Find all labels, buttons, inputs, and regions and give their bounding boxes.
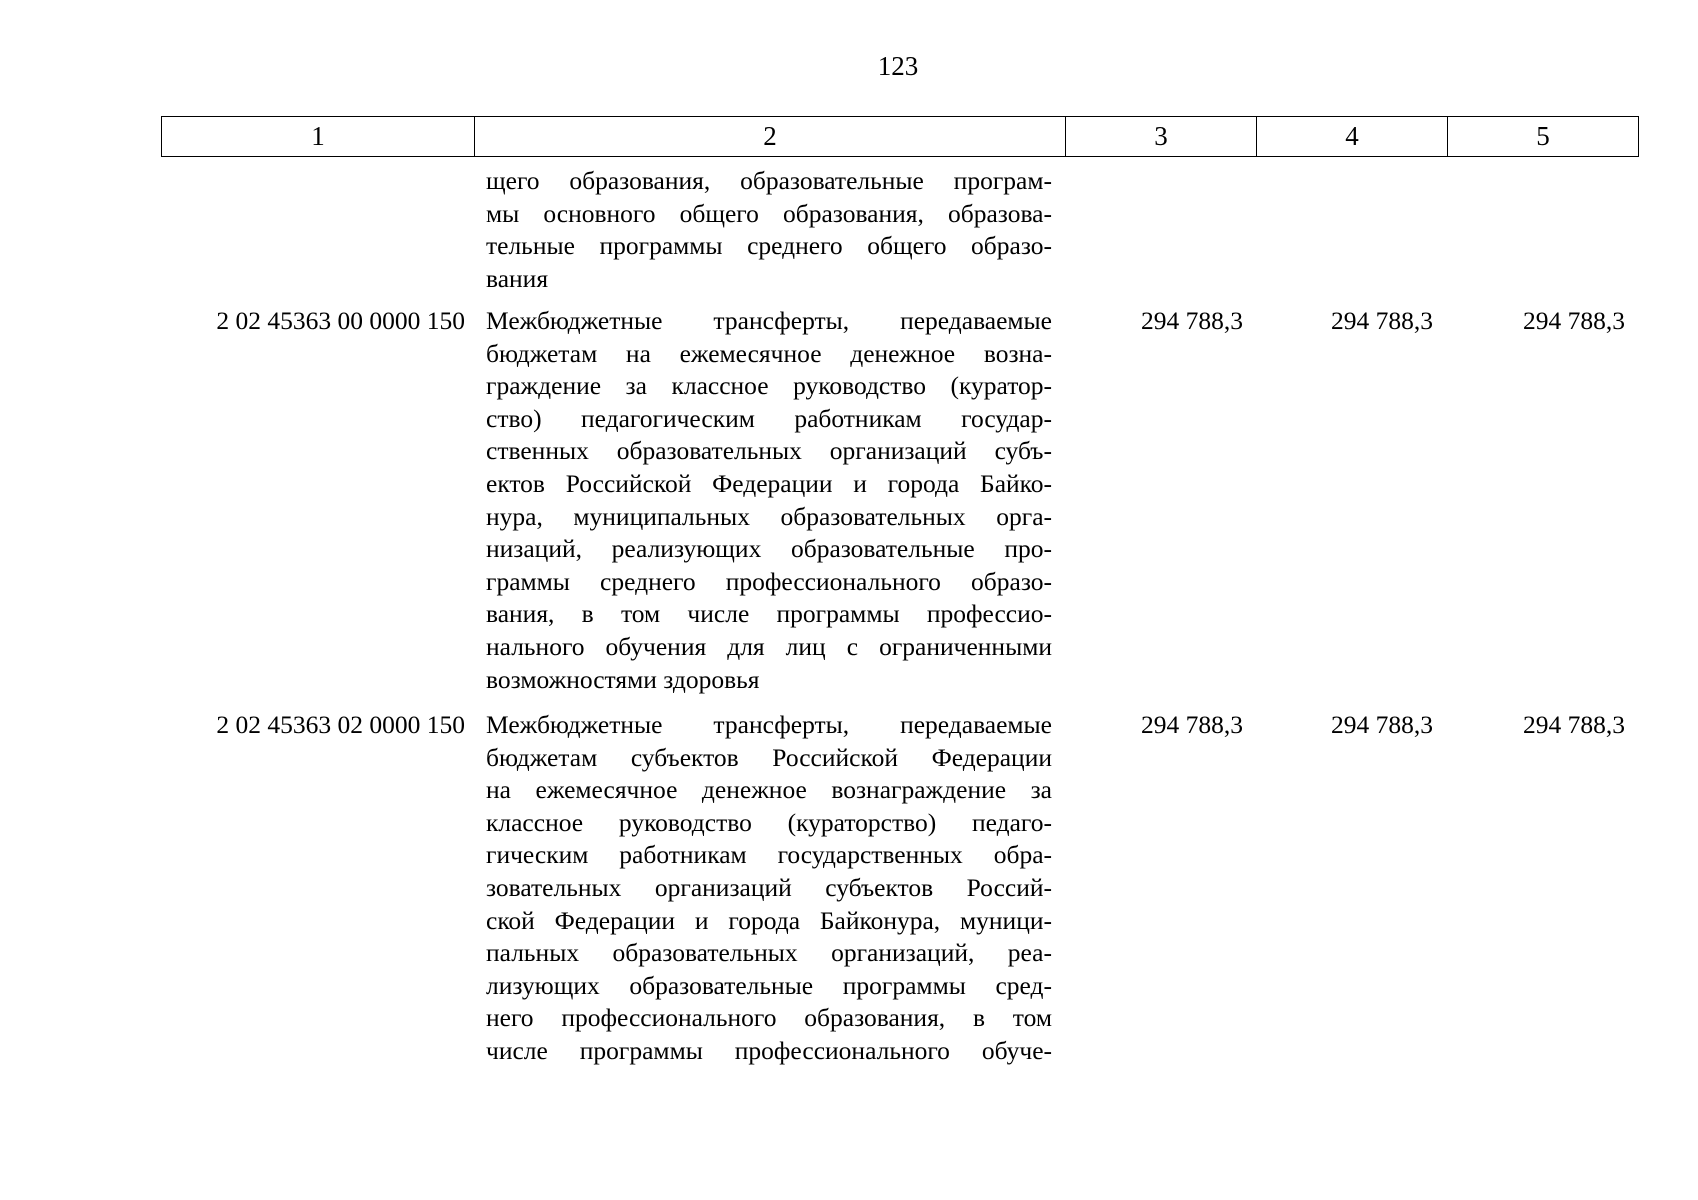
row-value-col-3: 294 788,3 <box>1141 306 1243 335</box>
description-line: зовательных организаций субъектов Россий- <box>486 872 1052 902</box>
description-line: бюджетам на ежемесячное денежное возна- <box>486 338 1052 368</box>
description-line: граждение за классное руководство (куратор- <box>486 371 1052 401</box>
header-col-1: 1 <box>162 117 475 157</box>
description-line: ственных образовательных организаций субъ- <box>486 436 1052 466</box>
row-description <box>486 165 1052 295</box>
header-col-2: 2 <box>475 117 1066 157</box>
description-line: ектов Российской Федерации и города Байко- <box>486 468 1052 498</box>
description-line: нура, муниципальных образовательных орга- <box>486 501 1052 531</box>
description-line: лизующих образовательные программы сред- <box>486 970 1052 1000</box>
row-value-col-4: 294 788,3 <box>1331 306 1433 335</box>
row-code: 2 02 45363 00 0000 150 <box>216 306 465 335</box>
description-line: низаций, реализующих образовательные про- <box>486 534 1052 564</box>
description-line: ство) педагогическим работникам государ- <box>486 403 1052 433</box>
row-code: 2 02 45363 02 0000 150 <box>216 710 465 739</box>
description-line: пальных образовательных организаций, реа- <box>486 938 1052 968</box>
description-line: на ежемесячное денежное вознаграждение за <box>486 775 1052 805</box>
description-line: него профессионального образования, в том <box>486 1003 1052 1033</box>
description-line: тельные программы среднего общего образо- <box>486 231 1052 261</box>
description-line: классное руководство (кураторство) педаго- <box>486 807 1052 837</box>
page-number: 123 <box>877 51 919 81</box>
description-line: гическим работникам государственных обра- <box>486 840 1052 870</box>
description-line: возможностями здоровья <box>486 664 760 694</box>
row-description <box>486 305 1052 696</box>
header-col-3: 3 <box>1066 117 1257 157</box>
description-line: щего образования, образовательные програм- <box>486 166 1052 195</box>
row-value-col-4: 294 788,3 <box>1331 710 1433 739</box>
description-line: нального обучения для лиц с ограниченными <box>486 631 1052 661</box>
row-value-col-5: 294 788,3 <box>1523 710 1625 739</box>
header-col-5: 5 <box>1448 117 1639 157</box>
description-line: бюджетам субъектов Российской Федерации <box>486 742 1052 772</box>
description-line: граммы среднего профессионального образо- <box>486 566 1052 596</box>
row-value-col-3: 294 788,3 <box>1141 710 1243 739</box>
description-line: мы основного общего образования, образова- <box>486 198 1052 228</box>
description-line: ской Федерации и города Байконура, муници- <box>486 905 1052 935</box>
description-line: числе программы профессионального обуче- <box>486 1035 1052 1065</box>
header-col-4: 4 <box>1257 117 1448 157</box>
description-line: Межбюджетные трансферты, передаваемые <box>486 710 1052 739</box>
row-value-col-5: 294 788,3 <box>1523 306 1625 335</box>
description-line: Межбюджетные трансферты, передаваемые <box>486 306 1052 335</box>
description-line: вания, в том числе программы профессио- <box>486 599 1052 629</box>
description-line: вания <box>486 263 549 293</box>
row-description <box>486 709 1052 1068</box>
table-header <box>161 116 1639 157</box>
header-row <box>162 117 1639 157</box>
